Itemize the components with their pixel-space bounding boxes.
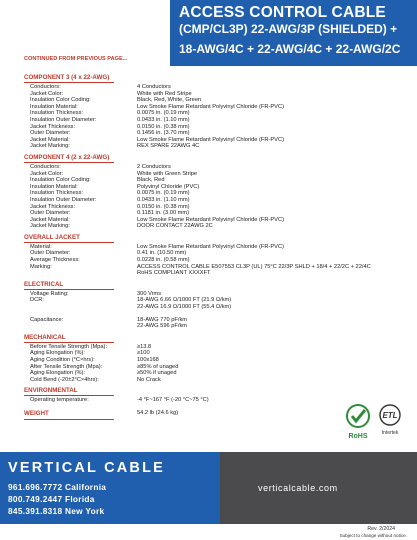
revision-label: Rev. 2/2024: [367, 526, 395, 532]
section-divider: [24, 395, 114, 396]
spec-value: REX SPARE 22AWG 4C: [137, 143, 200, 150]
spec-value: Polyvinyl Chloride (PVC): [137, 183, 200, 190]
spec-value: 22-AWG 596 pF/km: [137, 323, 188, 330]
spec-row: [24, 223, 384, 230]
spec-row: [24, 297, 384, 304]
spec-value: Black, Red: [137, 177, 165, 184]
spec-row: [24, 124, 384, 131]
spec-value: 18-AWG 770 pF/km: [137, 316, 188, 323]
section-divider: [24, 162, 114, 163]
spec-row: [24, 264, 384, 271]
spec-value: 300 Vrms: [137, 290, 162, 297]
section-title-environmental: ENVIRONMENTAL: [24, 387, 78, 395]
spec-value: 0.41 in. (10.50 mm): [137, 250, 187, 257]
spec-row: [24, 184, 384, 191]
spec-value: Low Smoke Flame Retardant Polyvinyl Chloride (FR-PVC): [137, 216, 284, 223]
spec-row: [24, 130, 384, 137]
spec-label: Capacitance:: [30, 316, 64, 323]
spec-row: [24, 84, 384, 91]
spec-row: [24, 357, 384, 364]
spec-label: Conductors:: [30, 163, 61, 170]
spec-label: [24, 304, 137, 311]
section-title-mechanical: MECHANICAL: [24, 333, 66, 341]
spec-row: [24, 91, 384, 98]
spec-label: Cold Bend (-20±2°C×4hrs):: [30, 376, 99, 383]
revision-note: Subject to change without notice.: [339, 533, 407, 538]
spec-value: 0.0228 in. (0.58 mm): [137, 257, 190, 264]
spec-label: Conductors:: [30, 84, 61, 90]
rohs-logo: [347, 405, 369, 440]
spec-row: [24, 270, 384, 277]
spec-value: ≥50% if unaged: [137, 370, 177, 377]
spec-label: Insulation Color Coding:: [30, 97, 91, 104]
spec-label: Jacket Thickness:: [30, 203, 76, 210]
spec-row: [24, 350, 384, 357]
spec-value: 0.0150 in. (0.38 mm): [137, 203, 190, 210]
spec-row: [24, 117, 384, 124]
spec-value: 100x168: [137, 357, 159, 363]
spec-row: [24, 244, 384, 251]
spec-value: 4 Conductors: [137, 84, 171, 90]
spec-row: [24, 217, 384, 224]
section-title-weight: WEIGHT: [24, 409, 49, 417]
spec-label: Outer Diameter:: [30, 250, 71, 257]
spec-label: Before Tensile Strength (Mpa):: [30, 343, 108, 350]
spec-row: [24, 377, 384, 384]
spec-value: 0.0075 in. (0.19 mm): [137, 190, 190, 197]
spec-value: ≥100: [137, 350, 150, 357]
spec-row: [24, 137, 384, 144]
spec-label: Average Thickness:: [30, 257, 80, 264]
spec-label: Insulation Outer Diameter:: [30, 196, 97, 203]
spec-value: ACCESS CONTROL CABLE E507553 CL3P (UL) 75°C 22/3P SHLD + 18/4 + 22/2C + 22/4C: [137, 263, 371, 270]
spec-value: 0.0150 in. (0.38 mm): [137, 123, 190, 130]
spec-value: Low Smoke Flame Retardant Polyvinyl Chloride (FR-PVC): [137, 103, 284, 110]
spec-content: [24, 70, 384, 421]
spec-value: 22-AWG 16.9 Ω/1000 FT (55.4 Ω/km): [137, 304, 232, 311]
spec-value: ≥85% of unaged: [137, 363, 179, 370]
intertek-label: Intertek: [381, 430, 399, 436]
spec-label: Aging Elongation (%):: [30, 350, 86, 357]
spec-value: White with Green Stripe: [137, 170, 198, 177]
spec-label: [24, 270, 137, 277]
spec-label: Jacket Material:: [30, 216, 70, 223]
spec-row: [24, 177, 384, 184]
section-divider: [24, 342, 114, 343]
spec-value: 0.0433 in. (1.10 mm): [137, 116, 190, 123]
spec-row: [24, 250, 384, 257]
phone-new-york: 845.391.8318 New York: [8, 506, 105, 516]
overall-jacket-rows: [24, 244, 384, 277]
spec-value: RoHS COMPLIANT XXXXFT: [137, 270, 211, 277]
section-title-component-4: COMPONENT 4 (2 x 22-AWG): [24, 153, 110, 161]
spec-row: [24, 104, 384, 111]
spec-label: After Tensile Strength (Mpa):: [30, 363, 103, 370]
spec-row: [24, 364, 384, 371]
spec-label: Material:: [30, 243, 52, 250]
spec-value: 0.1456 in. (3.70 mm): [137, 130, 190, 137]
section-title-overall-jacket: OVERALL JACKET: [24, 233, 80, 241]
spec-label: Insulation Material:: [30, 183, 78, 190]
spec-label: Jacket Color:: [30, 170, 64, 177]
spec-label: Jacket Thickness:: [30, 123, 76, 130]
spec-value: DOOR CONTACT 22AWG 2C: [137, 223, 213, 230]
spec-row: [24, 397, 384, 404]
spec-value: 2 Conductors: [137, 163, 171, 170]
spec-label: Jacket Material:: [30, 136, 70, 143]
title-line-2: (CMP/CL3P) 22-AWG/3P (SHIELDED) +: [179, 22, 398, 36]
spec-label: Insulation Outer Diameter:: [30, 116, 97, 123]
spec-label: Voltage Rating:: [30, 290, 69, 297]
continued-note: CONTINUED FROM PREVIOUS PAGE...: [24, 56, 128, 62]
spec-value: Low Smoke Flame Retardant Polyvinyl Chloride (FR-PVC): [137, 243, 284, 250]
etl-mark: ETL: [382, 411, 398, 420]
spec-label: Insulation Material:: [30, 103, 78, 110]
spec-row: [24, 190, 384, 197]
spec-row: [24, 97, 384, 104]
spec-row: [24, 110, 384, 117]
weight-row: [24, 410, 384, 418]
spec-label: Marking:: [30, 263, 52, 270]
capacitance-rows: [24, 317, 384, 330]
spec-value: White with Red Stripe: [137, 90, 192, 97]
rohs-label: RoHS: [348, 433, 368, 440]
spec-label: Insulation Thickness:: [30, 190, 84, 197]
spec-value: ≥13.8: [137, 343, 152, 350]
footer-banner: [0, 452, 417, 524]
spec-value: No Crack: [137, 376, 161, 383]
spec-label: Jacket Marking:: [30, 143, 70, 150]
section-divider: [24, 242, 114, 243]
spec-value: 18-AWG 6.66 Ω/1000 FT (21.9 Ω/km): [137, 297, 232, 304]
spec-label: Jacket Color:: [30, 90, 64, 97]
title-banner: [170, 0, 417, 66]
spec-row: [24, 370, 384, 377]
section-divider: [24, 289, 114, 290]
spec-label: DCR:: [30, 297, 44, 304]
weight-value: 54.2 lb (24.6 kg): [137, 409, 179, 416]
spec-value: Low Smoke Flame Retardant Polyvinyl Chloride (FR-PVC): [137, 136, 284, 143]
spec-row: [24, 210, 384, 217]
component-3-rows: [24, 84, 384, 150]
section-title-component-3: COMPONENT 3 (4 x 22-AWG): [24, 74, 110, 81]
phone-florida: 800.749.2447 Florida: [8, 494, 95, 504]
section-divider: [24, 82, 114, 83]
spec-label: Insulation Color Coding:: [30, 177, 91, 184]
spec-row: [24, 204, 384, 211]
spec-label: Aging Condition (°C×hrs):: [30, 357, 95, 363]
spec-row: [24, 197, 384, 204]
spec-value: 0.0433 in. (1.10 mm): [137, 196, 190, 203]
footer-contact-panel: [0, 452, 220, 524]
spec-row: [24, 143, 384, 150]
etl-logo: [380, 405, 400, 436]
component-4-rows: [24, 164, 384, 230]
phone-california: 961.696.7772 California: [8, 482, 107, 492]
spec-label: Jacket Marking:: [30, 223, 70, 230]
spec-row: [24, 304, 384, 311]
spec-value: Black, Red, White, Green: [137, 97, 202, 104]
spec-label: Insulation Thickness:: [30, 110, 84, 117]
title-line-3: 18-AWG/4C + 22-AWG/4C + 22-AWG/2C: [179, 42, 401, 56]
section-title-electrical: ELECTRICAL: [24, 280, 64, 288]
spec-row: [24, 164, 384, 171]
spec-label: Outer Diameter:: [30, 130, 71, 137]
spec-value: 0.0075 in. (0.19 mm): [137, 110, 190, 117]
section-divider: [24, 419, 114, 420]
spec-label: [24, 323, 137, 330]
website-link[interactable]: verticalcable.com: [258, 483, 338, 493]
spec-row: [24, 323, 384, 330]
spec-row: [24, 344, 384, 351]
mechanical-rows: [24, 344, 384, 384]
spec-value: 0.1181 in. (3.00 mm): [137, 210, 190, 217]
environmental-rows: [24, 397, 384, 404]
electrical-rows: [24, 291, 384, 311]
spec-row: [24, 257, 384, 264]
spec-row: [24, 291, 384, 298]
certification-logos: [338, 398, 408, 442]
spec-label: Outer Diameter:: [30, 210, 71, 217]
spec-label: Aging Elongation (%):: [30, 370, 86, 377]
spec-value: -4 °F~167 °F (-20 °C~75 °C): [137, 397, 209, 404]
spec-row: [24, 317, 384, 324]
spec-row: [24, 171, 384, 178]
brand-name: VERTICAL CABLE: [8, 460, 166, 476]
title-line-1: ACCESS CONTROL CABLE: [179, 4, 386, 21]
spec-label: Operating temperature:: [30, 397, 89, 404]
